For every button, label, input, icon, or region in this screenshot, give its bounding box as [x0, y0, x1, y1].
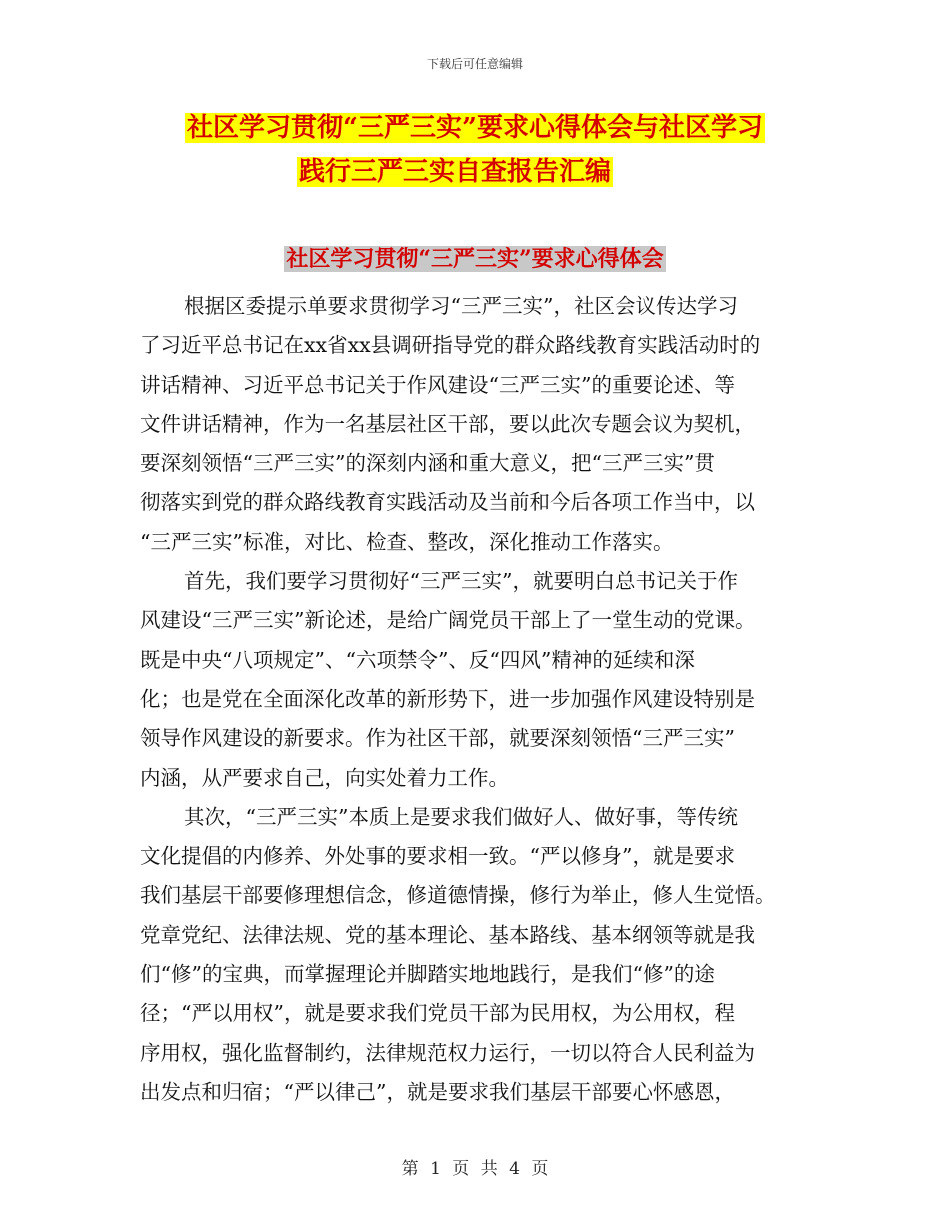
body-line: 序用权，强化监督制约，法律规范权力运行，一切以符合人民利益为 — [140, 1040, 755, 1065]
body-line: 领导作风建设的新要求。作为社区干部，就要深刻领悟“三严三实” — [140, 726, 735, 751]
section-title — [0, 243, 950, 275]
section-title-text: 社区学习贯彻“三严三实”要求心得体会 — [286, 246, 664, 272]
main-title-line-1 — [0, 110, 950, 146]
body-line: 风建设“三严三实”新论述，是给广阔党员干部上了一堂生动的党课。 — [140, 608, 756, 633]
body-line: 径；“严以用权”，就是要求我们党员干部为民用权，为公用权，程 — [140, 1001, 735, 1026]
body-line: “三严三实”标准，对比、检查、整改，深化推动工作落实。 — [140, 529, 674, 554]
body-line: 首先，我们要学习贯彻好“三严三实”，就要明白总书记关于作 — [184, 569, 738, 594]
body-text — [140, 287, 815, 1112]
body-line: 讲话精神、习近平总书记关于作风建设“三严三实”的重要论述、等 — [140, 372, 735, 397]
header-note: 下载后可任意编辑 — [426, 57, 523, 71]
body-line: 内涵，从严要求自己，向实处着力工作。 — [140, 765, 509, 790]
body-line: 党章党纪、法律法规、党的基本理论、基本路线、基本纲领等就是我 — [140, 922, 755, 947]
body-line: 要深刻领悟“三严三实”的深刻内涵和重大意义，把“三严三实”贯 — [140, 451, 715, 476]
main-title-line-2 — [0, 154, 930, 190]
body-line: 其次，“三严三实”本质上是要求我们做好人、做好事，等传统 — [184, 804, 738, 829]
body-line: 彻落实到党的群众路线教育实践活动及当前和今后各项工作当中，以 — [140, 490, 755, 515]
main-title-line-1-text: 社区学习贯彻“三严三实”要求心得体会与社区学习 — [187, 113, 763, 143]
body-line: 文件讲话精神，作为一名基层社区干部，要以此次专题会议为契机， — [140, 411, 755, 436]
body-line: 既是中央“八项规定”、“六项禁令”、反“四风”精神的延续和深 — [140, 647, 695, 672]
body-line: 们“修”的宝典，而掌握理论并脚踏实地地践行，是我们“修”的途 — [140, 962, 715, 987]
page-footer: 第 1 页 共 4 页 — [401, 1159, 549, 1179]
body-line: 根据区委提示单要求贯彻学习“三严三实”，社区会议传达学习 — [184, 294, 738, 318]
body-line: 出发点和归宿；“严以律己”，就是要求我们基层干部要心怀感恩， — [140, 1079, 735, 1104]
body-line: 文化提倡的内修养、外处事的要求相一致。“严以修身”，就是要求 — [140, 844, 735, 869]
body-line: 了习近平总书记在xx省xx县调研指导党的群众路线教育实践活动时的 — [140, 333, 761, 358]
main-title-line-2-text: 践行三严三实自查报告汇编 — [298, 157, 611, 187]
body-line: 我们基层干部要修理想信念，修道德情操，修行为举止，修人生觉悟。 — [140, 883, 776, 908]
body-line: 化；也是党在全面深化改革的新形势下，进一步加强作风建设特别是 — [140, 686, 755, 711]
